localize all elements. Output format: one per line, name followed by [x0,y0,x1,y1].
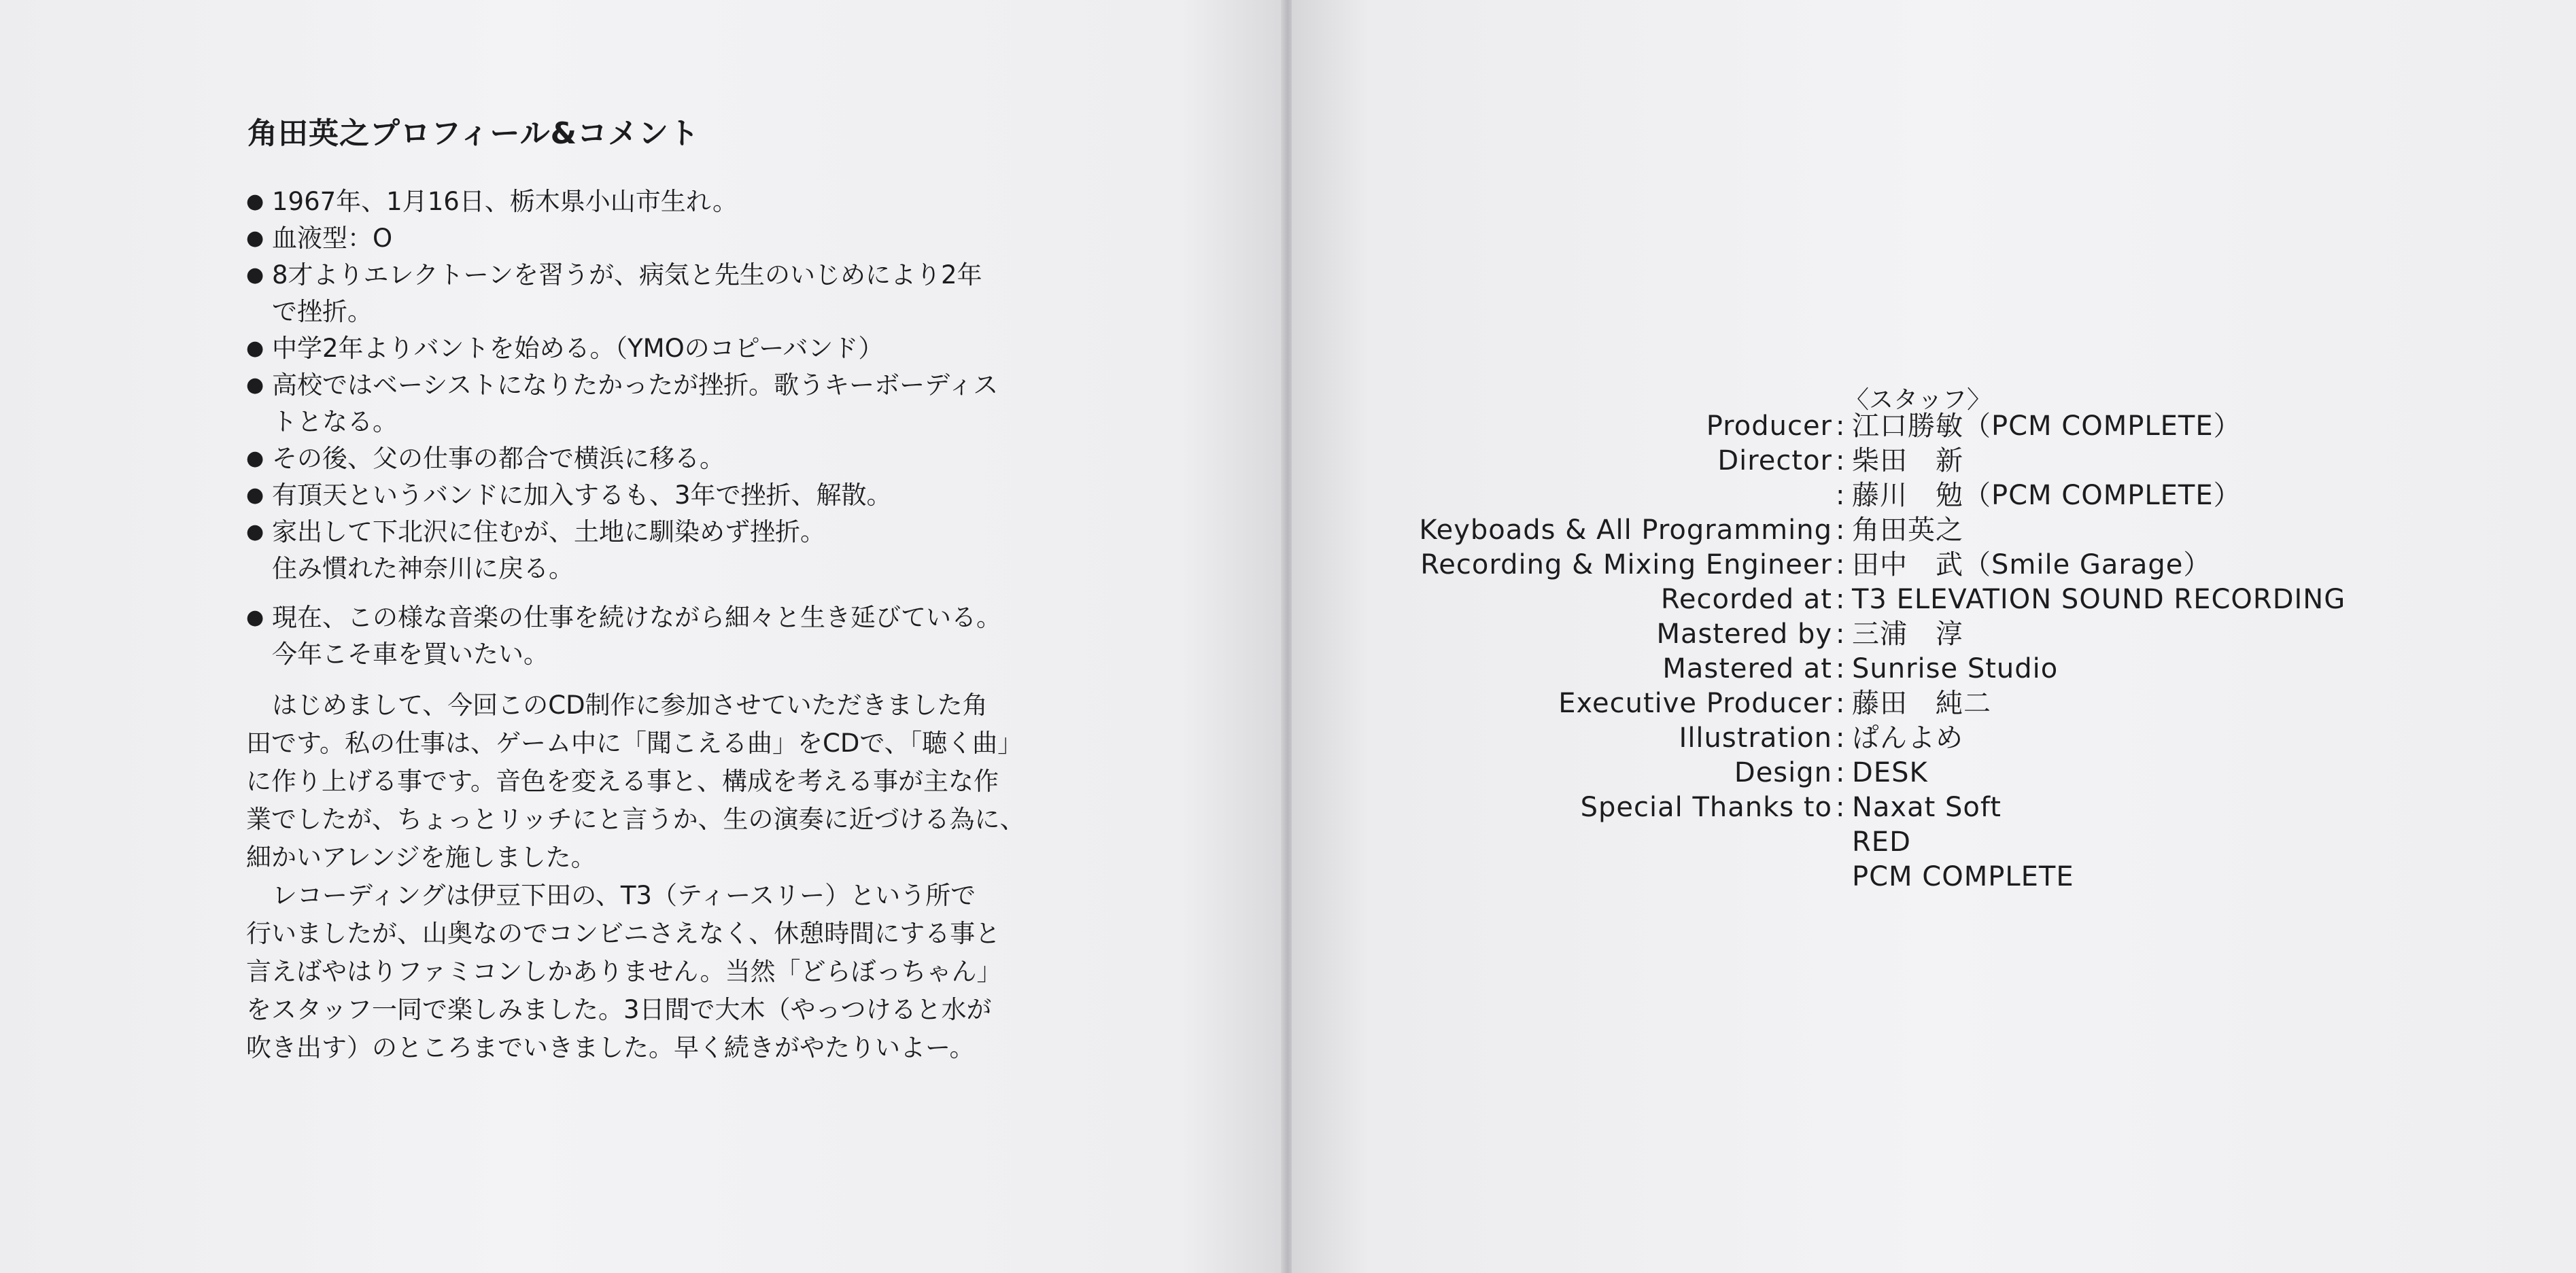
credit-row [1292,825,2515,860]
credit-role: Mastered at [1662,653,1832,684]
credit-name: PCM COMPLETE [1852,861,2074,892]
credit-role: Keyboads & All Programming [1419,515,1832,546]
profile-bullet: ● 家出して下北沢に住むが、土地に馴染めず挫折。 住み慣れた神奈川に戻る。 [246,514,1062,587]
credit-name: DESK [1852,757,1928,788]
staff-credits [1292,381,2576,924]
comment-section [246,686,1062,1067]
profile-title: 角田英之プロフィール&コメント [247,116,700,151]
profile-bullet: ● 1967年、1月16日、栃木県小山市生れ。 [246,184,1062,220]
profile-bullet: ● 中学2年よりバントを始める。（YMOのコピーバンド） [246,330,1062,367]
credit-separator: : [1836,480,1845,511]
profile-section [246,109,1062,1067]
profile-bullet: ● 血液型：O [246,220,1062,257]
credit-separator: : [1836,792,1845,823]
credit-role: Design [1734,757,1832,788]
credit-name: 三浦 淳 [1852,618,1963,650]
credit-name: 藤川 勉（PCM COMPLETE） [1852,480,2242,511]
credit-row [1292,409,2515,444]
credit-row [1292,860,2515,894]
credit-name: 角田英之 [1852,515,1963,546]
credit-separator: : [1836,549,1845,580]
credit-row [1292,756,2515,790]
profile-bullet-list [246,184,1062,673]
credit-name: T3 ELEVATION SOUND RECORDING [1852,584,2346,615]
comment-paragraph: はじめまして、今回このCD制作に参加させていただきました角 田です。私の仕事は、ゲーム中に「聞こえる曲」をCDで、「聴く曲」 に作り上げる事です。音色を変える事と、構成を考える事が主な作 業でしたが、ちょっとリッチにと言うか、生の演奏に近づける為に、 細かいアレンジを施しました。 [246,691,1025,872]
credit-separator: : [1836,688,1845,719]
profile-bullet: ● 有頂天というバンドに加入するも、3年で挫折、解散。 [246,477,1062,514]
credit-role: Mastered by [1656,618,1832,650]
credit-separator: : [1836,515,1845,546]
credit-role: Illustration [1679,722,1832,754]
credit-row [1292,790,2515,825]
credit-name: Naxat Soft [1852,792,2002,823]
staff-heading: 〈スタッフ〉 [1844,386,1992,414]
credit-name: 柴田 新 [1852,445,1963,476]
credit-row [1292,444,2515,478]
credit-row [1292,548,2515,582]
left-page [0,0,1284,1273]
profile-bullet: ● 高校ではベーシストになりたかったが挫折。歌うキーボーディス トとなる。 [246,367,1062,440]
credit-separator: : [1836,757,1845,788]
credit-role: Recorded at [1660,584,1832,615]
credit-separator: : [1836,618,1845,650]
credit-separator: : [1836,653,1845,684]
credit-name: ぱんよめ [1852,722,1963,754]
credit-row [1292,721,2515,756]
credit-role: Director [1717,445,1832,476]
credit-row [1292,582,2515,617]
profile-bullet: ● その後、父の仕事の都合で横浜に移る。 [246,440,1062,477]
credit-role: Producer [1706,411,1832,442]
credit-name: 藤田 純二 [1852,688,1991,719]
credit-role: Recording & Mixing Engineer [1420,549,1832,580]
credit-name: 江口勝敏（PCM COMPLETE） [1852,411,2242,442]
credit-role: Special Thanks to [1580,792,1832,823]
credit-name: RED [1852,826,1911,858]
credit-row [1292,617,2515,652]
profile-bullet: ● 8才よりエレクトーンを習うが、病気と先生のいじめにより2年 で挫折。 [246,257,1062,330]
credit-separator: : [1836,584,1845,615]
credit-role: Executive Producer [1558,688,1832,719]
profile-bullet: ● 現在、この様な音楽の仕事を続けながら細々と生き延びている。 今年こそ車を買いたい。 [246,599,1062,673]
credit-row [1292,513,2515,548]
credit-separator: : [1836,445,1845,476]
credit-name: Sunrise Studio [1852,653,2059,684]
comment-paragraph: レコーディングは伊豆下田の、T3（ティースリー）という所で 行いましたが、山奥なのでコンビニさえなく、休憩時間にする事と 言えばやはりファミコンしかありません。当然「どらぼっちゃん」 をスタッフ一同で楽しみました。3日間で大木（やっつけると水が 吹き出す）のところまでいきました。早く続きがやたりいよー。 [246,881,1002,1062]
credit-row [1292,686,2515,721]
credit-row [1292,478,2515,513]
credit-separator: : [1836,722,1845,754]
credit-name: 田中 武（Smile Garage） [1852,549,2212,580]
credit-separator: : [1836,411,1845,442]
credit-row [1292,652,2515,686]
